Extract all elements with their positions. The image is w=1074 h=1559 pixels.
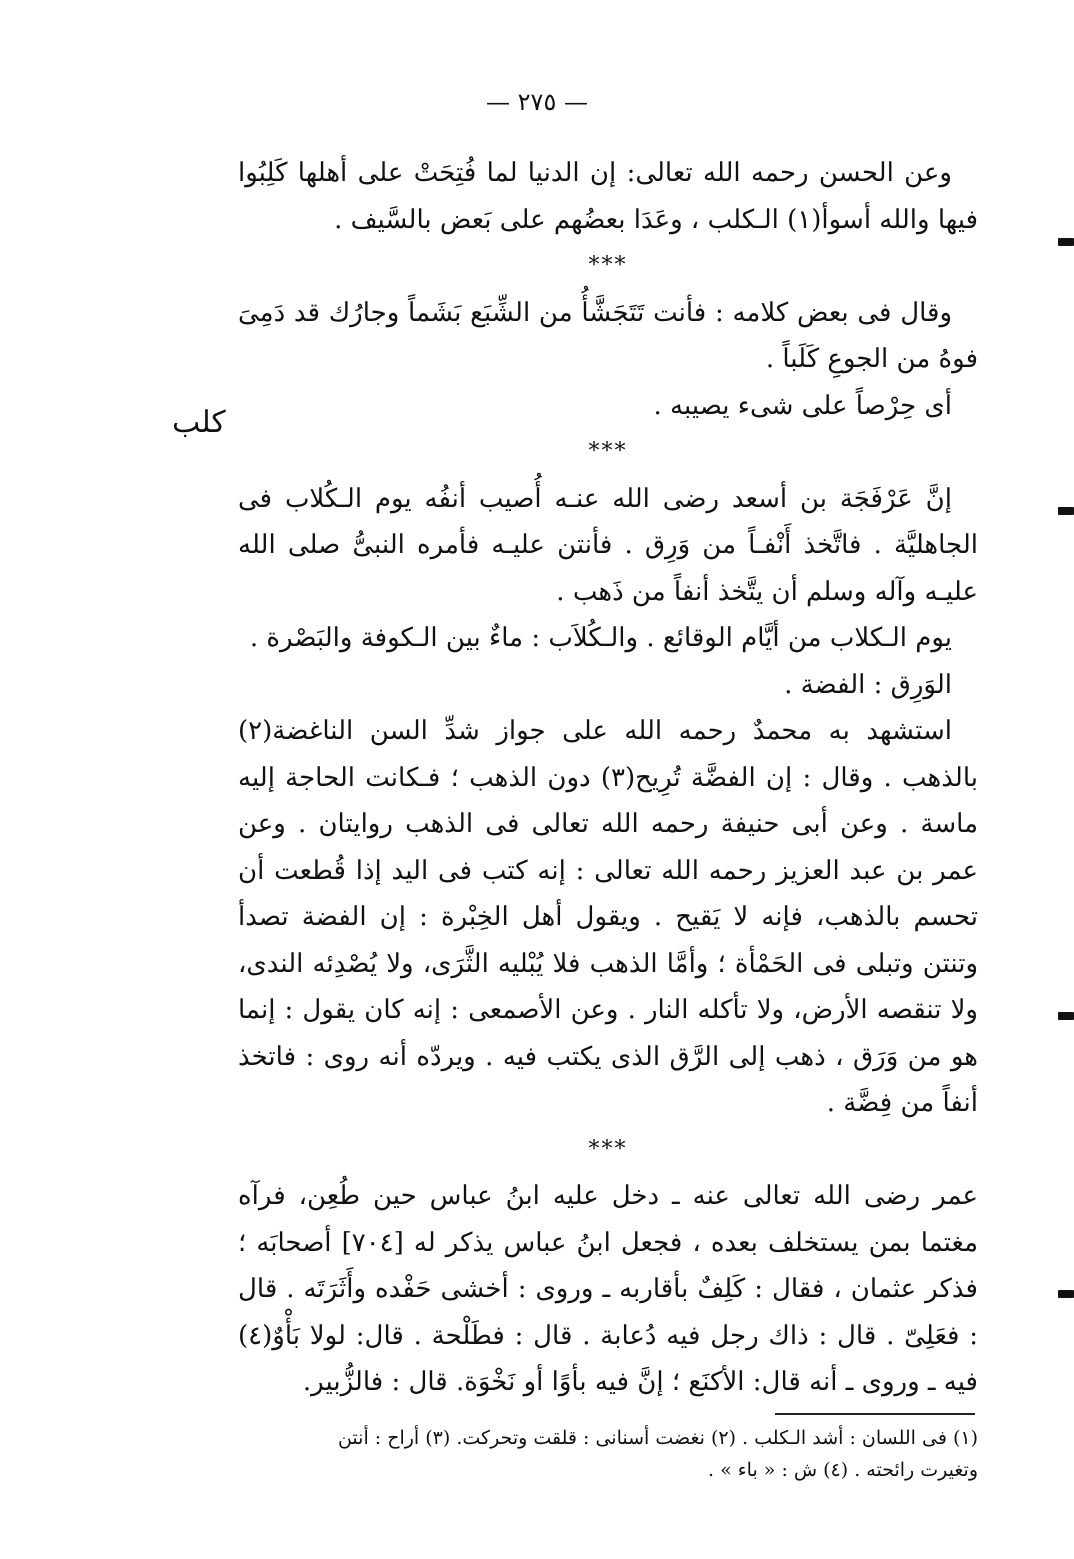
body-text — [238, 150, 978, 1406]
edge-mark — [1058, 1290, 1074, 1298]
margin-note: كلب — [172, 405, 226, 440]
paragraph: الوَرِق : الفضة . — [784, 669, 952, 700]
paragraph: استشهد به محمدٌ رحمه الله على جواز شدِّ السن الناغضة(٢) بالذهب . وقال : إن الفضَّة تُرِيح(٣) دون الذهب ؛ فـكانت الحاجة إليه ماسة . وعن أبى حنيفة رحمه الله تعالى فى الذهب روايتان . وعن عمر بن عبد العزيز رحمه الله تعالى : إنه كتب فى اليد إذا قُطعت أن تحسم بالذهب، فإنه لا يَقيح . ويقول أهل الخِبْرة : إن الفضة تصدأ وتنتن وتبلى فى الحَمْأة ؛ وأمَّا الذهب فلا يُبْليه الثَّرَى، ولا يُصْدِئه الندى، ولا تنقصه الأرض، ولا تأكله النار . وعن الأصمعى : إنه كان يقول : إنما هو من وَرَق ، ذهب إلى الرَّق الذى يكتب فيه . ويردّه أنه روى : فاتخذ أنفاً من فِضَّة . — [238, 716, 978, 1118]
footnote-rule — [775, 1413, 975, 1415]
section-separator: *** — [588, 439, 628, 464]
footnotes — [238, 1422, 978, 1486]
paragraph: وقال فى بعض كلامه : فأنت تَتَجَشَّأُ من الشِّبَع بَشَماً وجارُك قد دَمِىَ فوهُ من الجوعِ كَلَباً . — [238, 297, 978, 374]
page-number: — ٢٧٥ — — [486, 88, 588, 116]
edge-mark — [1058, 1012, 1074, 1020]
footnote-line: وتغيرت رائحته . (٤) ش : « باء » . — [708, 1459, 978, 1481]
edge-mark — [1058, 507, 1074, 515]
section-separator: *** — [588, 1136, 628, 1162]
footnote-line: (١) فى اللسان : أشد الـكلب . (٢) نغضت أسنانى : قلقت وتحركت. (٣) أراح : أنتن — [337, 1427, 978, 1449]
paragraph: عمر رضى الله تعالى عنه ـ دخل عليه ابنُ عباس حين طُعِن، فرآه مغتما بمن يستخلف بعده ، فجعل ابنُ عباس يذكر له [٧٠٤] أصحابَه ؛ فذكر عثمان ، فقال : كَلِفٌ بأقاربه ـ وروى : أخشى حَفْده وأَثَرَتَه . قال : فعَلِىّ . قال : ذاك رجل فيه دُعابة . قال : فطَلْحة . قال: لولا بَأْوٌ(٤) فيه ـ وروى ـ أنه قال: الأكنَع ؛ إنَّ فيه بأوًا أو نَخْوَة. قال : فالزُّبير. — [238, 1181, 978, 1397]
edge-mark — [1058, 238, 1074, 246]
section-separator: *** — [588, 253, 628, 278]
paragraph: وعن الحسن رحمه الله تعالى: إن الدنيا لما فُتِحَتْ على أهلها كَلِبُوا فيها والله أسوأ(١) الـكلب ، وعَدَا بعضُهم على بَعض بالسَّيف . — [238, 158, 978, 235]
paragraph: أى حِرْصاً على شىء يصيبه . — [653, 390, 952, 421]
paragraph: يوم الـكلاب من أيَّام الوقائع . والـكُلاَب : ماءٌ بين الـكوفة والبَصْرة . — [249, 623, 952, 653]
paragraph: إنَّ عَرْفَجَة بن أسعد رضى الله عنـه أُصيب أنفُه يوم الـكُلاب فى الجاهليَّة . فاتَّخذ أَنْفـاً من وَرِق . فأنتن عليـه فأمره النبىُّ صلى الله عليـه وآله وسلم أن يتَّخذ أنفاً من ذَهب . — [238, 483, 978, 607]
